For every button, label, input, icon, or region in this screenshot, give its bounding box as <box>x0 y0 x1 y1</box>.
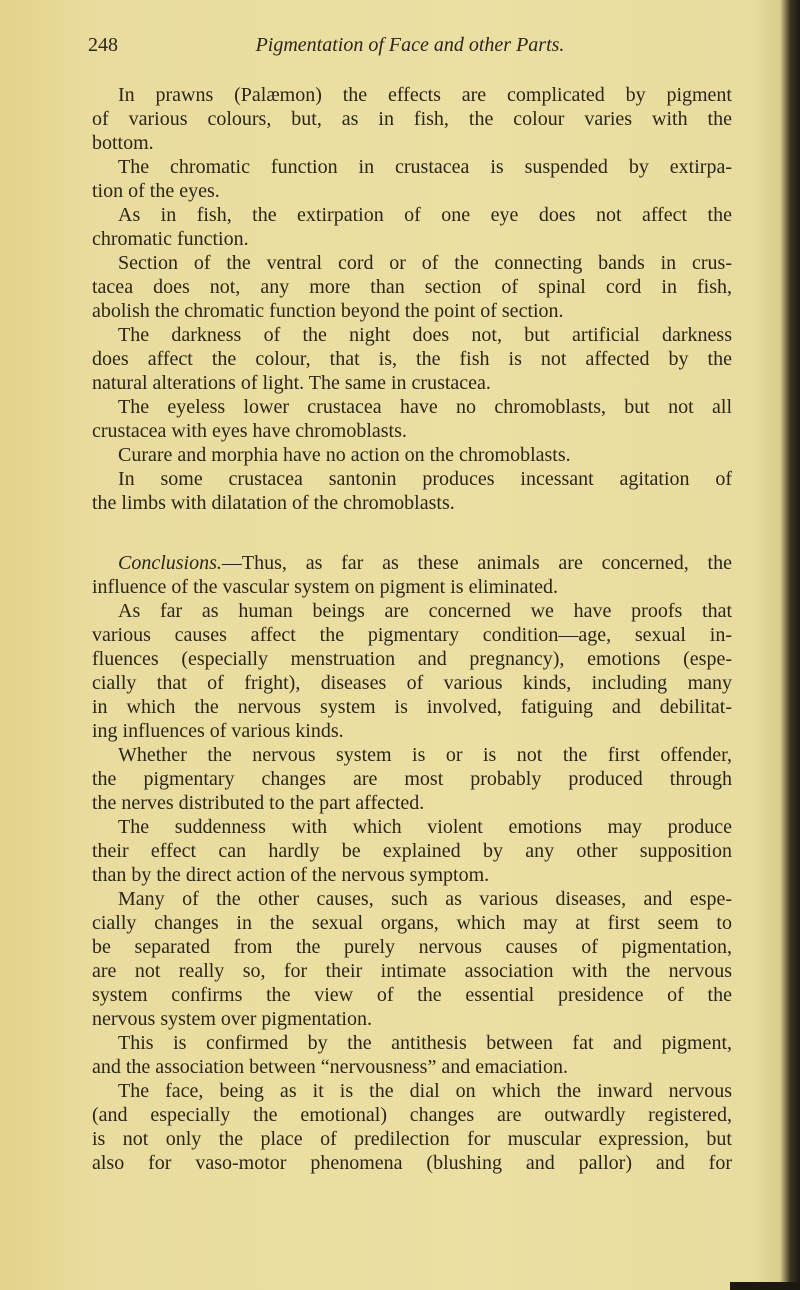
paragraph-line: natural alterations of light. The same in crustacea. <box>92 372 491 394</box>
conclusions-heading: Conclusions. <box>118 552 222 574</box>
line-text: —Thus, as far as these animals are concerned, the <box>221 552 732 574</box>
paragraph-line: As far as human beings are concerned we have proofs that <box>118 600 732 622</box>
paragraph-line: (and especially the emotional) changes are outwardly registered, <box>92 1104 732 1126</box>
paragraph-line: their effect can hardly be explained by any other supposition <box>92 840 732 862</box>
paragraph-line: cially changes in the sexual organs, which may at first seem to <box>92 912 732 934</box>
paragraph-line: crustacea with eyes have chromoblasts. <box>92 420 407 442</box>
paragraph-line: be separated from the purely nervous causes of pigmentation, <box>92 936 732 958</box>
paragraph-line: in which the nervous system is involved, fatiguing and debilitat- <box>92 696 732 718</box>
paragraph-line: the pigmentary changes are most probably produced through <box>92 768 732 790</box>
running-title: Pigmentation of Face and other Parts. <box>255 34 565 56</box>
section-human <box>92 599 732 1175</box>
paragraph-conclusions <box>92 551 732 599</box>
paragraph-line: chromatic function. <box>92 228 249 250</box>
page-body <box>92 83 732 1175</box>
paragraph-line: various causes affect the pigmentary condition—age, sexual in- <box>92 624 732 646</box>
page-number: 248 <box>88 34 118 56</box>
paragraph-line: In prawns (Palæmon) the effects are complicated by pigment <box>118 84 732 106</box>
paragraph-line: The chromatic function in crustacea is suspended by extirpa- <box>118 156 732 178</box>
paragraph <box>92 443 732 467</box>
paragraph <box>92 1031 732 1079</box>
paragraph <box>92 395 732 443</box>
paragraph-line: The eyeless lower crustacea have no chromoblasts, but not all <box>118 396 732 418</box>
paragraph-line: fluences (especially menstruation and pregnancy), emotions (espe- <box>92 648 732 670</box>
paragraph-line: cially that of fright), diseases of various kinds, including many <box>92 672 732 694</box>
paragraph-line: The face, being as it is the dial on which the inward nervous <box>118 1080 732 1102</box>
paragraph-line: tion of the eyes. <box>92 180 220 202</box>
page-edge-shadow <box>730 1282 800 1290</box>
paragraph-line: is not only the place of predilection for muscular expression, but <box>92 1128 732 1150</box>
paragraph <box>92 743 732 815</box>
paragraph-line: The suddenness with which violent emotions may produce <box>118 816 732 838</box>
paragraph-line: the nerves distributed to the part affected. <box>92 792 425 814</box>
paragraph-line: system confirms the view of the essential presidence of the <box>92 984 732 1006</box>
paragraph-line: In some crustacea santonin produces incessant agitation of <box>118 468 732 490</box>
paragraph <box>92 155 732 203</box>
paragraph-line: The darkness of the night does not, but artificial darkness <box>118 324 732 346</box>
paragraph <box>92 1079 732 1175</box>
paragraph-line: Whether the nervous system is or is not the first offender, <box>118 744 732 766</box>
paragraph-line: bottom. <box>92 132 154 154</box>
paragraph <box>92 83 732 155</box>
paragraph-line: and the association between “nervousness” and emaciation. <box>92 1056 568 1078</box>
section-gap <box>92 515 732 551</box>
paragraph-line: This is confirmed by the antithesis between fat and pigment, <box>118 1032 732 1054</box>
paragraph-line: of various colours, but, as in fish, the colour varies with the <box>92 108 732 130</box>
paragraph <box>92 203 732 251</box>
paragraph-line: Section of the ventral cord or of the connecting bands in crus- <box>118 252 732 274</box>
paragraph-line: than by the direct action of the nervous symptom. <box>92 864 490 886</box>
page-header <box>88 34 732 62</box>
paragraph-line: nervous system over pigmentation. <box>92 1008 372 1030</box>
paragraph-line: does affect the colour, that is, the fish is not affected by the <box>92 348 732 370</box>
paragraph <box>92 815 732 887</box>
paragraph-line: Many of the other causes, such as various diseases, and espe- <box>118 888 732 910</box>
paragraph <box>92 323 732 395</box>
paragraph-line: also for vaso-motor phenomena (blushing and pallor) and for <box>92 1152 732 1174</box>
paragraph <box>92 467 732 515</box>
paragraph-line <box>92 551 732 575</box>
paragraph-line: are not really so, for their intimate association with the nervous <box>92 960 732 982</box>
paragraph-line: influence of the vascular system on pigment is eliminated. <box>92 576 558 598</box>
paragraph <box>92 251 732 323</box>
paragraph-line: tacea does not, any more than section of spinal cord in fish, <box>92 276 732 298</box>
paragraph-line: abolish the chromatic function beyond the point of section. <box>92 300 564 322</box>
paragraph <box>92 887 732 1031</box>
paragraph-line: Curare and morphia have no action on the chromoblasts. <box>118 444 571 466</box>
paragraph <box>92 599 732 743</box>
paragraph-line: As in fish, the extirpation of one eye does not affect the <box>118 204 732 226</box>
paragraph-line: the limbs with dilatation of the chromoblasts. <box>92 492 455 514</box>
section-experiments <box>92 83 732 515</box>
paragraph-line: ing influences of various kinds. <box>92 720 344 742</box>
